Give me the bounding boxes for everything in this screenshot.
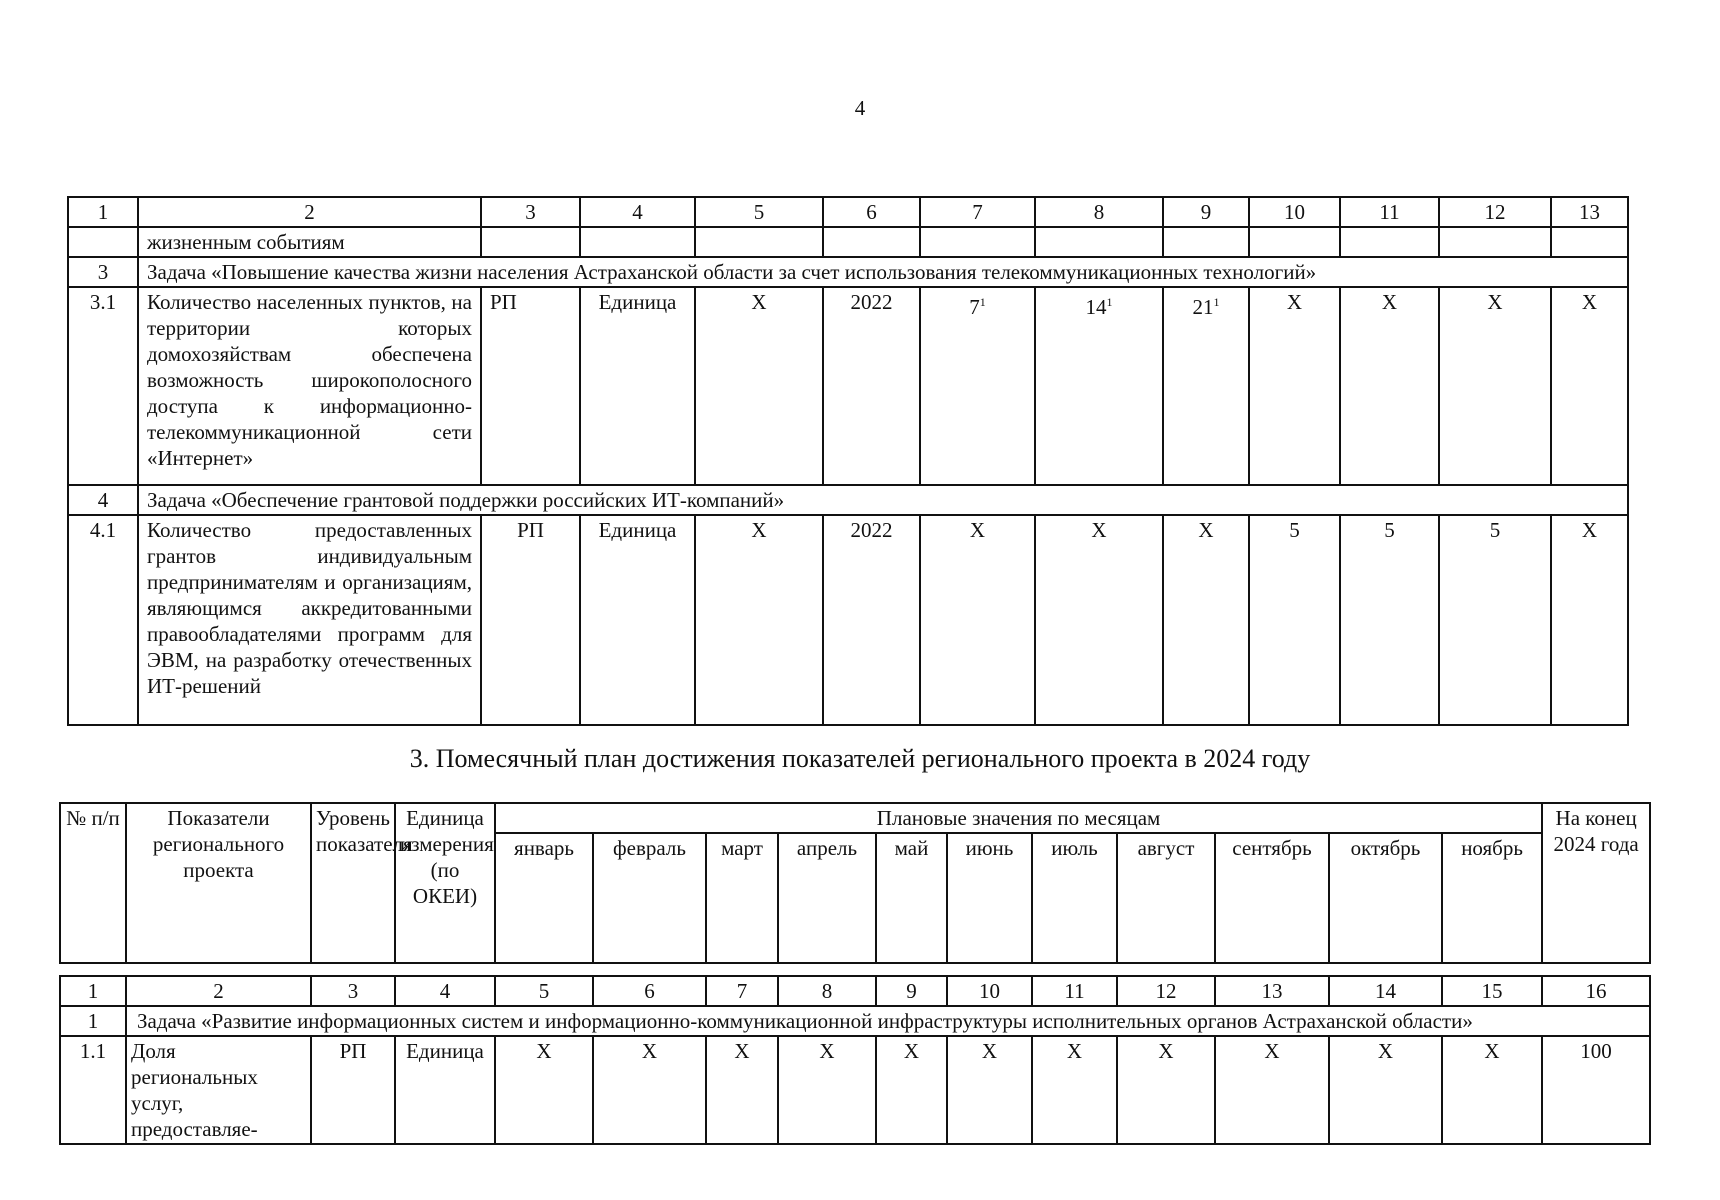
cell-value: Х (1340, 287, 1439, 485)
indicators-table-continued (67, 196, 1629, 726)
month-value: Х (1215, 1036, 1329, 1144)
col-number: 15 (1442, 976, 1542, 1006)
month-header: июль (1032, 833, 1117, 963)
col-number: 2 (138, 197, 481, 227)
indicator-name: Количество предоставленных грантов индивидуальным предпринимателям и организациям, являющимся аккредитованными правообладателями программ для ЭВМ, на разработку отечественных ИТ-решений (138, 515, 481, 725)
month-header: февраль (593, 833, 706, 963)
page-number: 4 (854, 96, 866, 120)
month-header: август (1117, 833, 1215, 963)
task-title: Задача «Развитие информационных систем и информационно-коммуникационной инфраструктуры исполнительных органов Астраханской области» (126, 1006, 1650, 1036)
month-value: Х (1117, 1036, 1215, 1144)
footnote-mark: 1 (979, 295, 986, 309)
month-header: март (706, 833, 778, 963)
col-number: 1 (60, 976, 126, 1006)
col-number: 14 (1329, 976, 1442, 1006)
cell-value: 2022 (823, 515, 920, 725)
month-value: Х (1032, 1036, 1117, 1144)
cell-value (1163, 287, 1249, 485)
col-number: 4 (580, 197, 695, 227)
cell-value: 5 (1340, 515, 1439, 725)
cell-value: 5 (1249, 515, 1340, 725)
continuation-text: жизненным событиям (138, 227, 481, 257)
col-number: 5 (695, 197, 823, 227)
cell-value (1035, 287, 1163, 485)
col-number: 2 (126, 976, 311, 1006)
task-row (68, 257, 1628, 287)
value: 21 (1192, 295, 1214, 319)
cell-value: Х (1439, 287, 1551, 485)
col-number: 16 (1542, 976, 1650, 1006)
indicator-row (68, 515, 1628, 725)
header-indicator: Показатели регионального проекта (126, 803, 311, 963)
month-value: Х (706, 1036, 778, 1144)
month-value: Х (1442, 1036, 1542, 1144)
continuation-row (68, 227, 1628, 257)
header-row (60, 803, 1650, 833)
section-title: 3. Помесячный план достижения показателей регионального проекта в 2024 году (409, 744, 1311, 773)
value: 7 (969, 295, 980, 319)
col-number: 6 (823, 197, 920, 227)
task-title: Задача «Повышение качества жизни населения Астраханской области за счет использования телекоммуникационных технологий» (138, 257, 1628, 287)
indicator-row (68, 287, 1628, 485)
month-header: ноябрь (1442, 833, 1542, 963)
cell-value: Х (920, 515, 1035, 725)
indicator-level: РП (311, 1036, 395, 1144)
column-number-row (68, 197, 1628, 227)
value: 14 (1085, 295, 1107, 319)
month-value: Х (495, 1036, 593, 1144)
monthly-plan-header-table (59, 802, 1651, 964)
col-number: 6 (593, 976, 706, 1006)
col-number: 12 (1439, 197, 1551, 227)
month-header: май (876, 833, 947, 963)
indicator-number: 3.1 (68, 287, 138, 485)
indicator-row (60, 1036, 1650, 1144)
cell-value: Х (1163, 515, 1249, 725)
cell-value: Х (695, 515, 823, 725)
cell-value: Х (1551, 287, 1628, 485)
month-header: апрель (778, 833, 876, 963)
indicator-name: Доля региональных услуг, предоставляе- (126, 1036, 311, 1144)
col-number: 9 (1163, 197, 1249, 227)
col-number: 7 (920, 197, 1035, 227)
col-number: 10 (947, 976, 1032, 1006)
indicator-name: Количество населенных пунктов, на территории которых домохозяйствам обеспечена возможность широкополосного доступа к информационно-телекоммуникационной сети «Интернет» (138, 287, 481, 485)
indicator-number: 1.1 (60, 1036, 126, 1144)
header-end-of-year: На конец 2024 года (1542, 803, 1650, 963)
col-number: 9 (876, 976, 947, 1006)
indicator-unit: Единица (395, 1036, 495, 1144)
task-number: 4 (68, 485, 138, 515)
task-number: 1 (60, 1006, 126, 1036)
col-number: 3 (481, 197, 580, 227)
col-number: 10 (1249, 197, 1340, 227)
header-plan: Плановые значения по месяцам (495, 803, 1542, 833)
month-header: июнь (947, 833, 1032, 963)
month-header: январь (495, 833, 593, 963)
indicator-unit: Единица (580, 515, 695, 725)
header-level: Уровень показателя (311, 803, 395, 963)
task-title: Задача «Обеспечение грантовой поддержки российских ИТ-компаний» (138, 485, 1628, 515)
task-number: 3 (68, 257, 138, 287)
header-unit: Единица измерения (по ОКЕИ) (395, 803, 495, 963)
col-number: 4 (395, 976, 495, 1006)
footnote-mark: 1 (1213, 295, 1220, 309)
indicator-level: РП (481, 515, 580, 725)
month-header: сентябрь (1215, 833, 1329, 963)
cell-value: 5 (1439, 515, 1551, 725)
col-number: 8 (778, 976, 876, 1006)
month-value: Х (593, 1036, 706, 1144)
cell-value: Х (1035, 515, 1163, 725)
end-of-year-value: 100 (1542, 1036, 1650, 1144)
col-number: 8 (1035, 197, 1163, 227)
month-value: Х (1329, 1036, 1442, 1144)
cell-value: Х (1249, 287, 1340, 485)
footnote-mark: 1 (1106, 295, 1113, 309)
col-number: 3 (311, 976, 395, 1006)
column-number-row (60, 976, 1650, 1006)
col-number: 12 (1117, 976, 1215, 1006)
col-number: 11 (1340, 197, 1439, 227)
col-number: 13 (1551, 197, 1628, 227)
col-number: 7 (706, 976, 778, 1006)
month-value: Х (778, 1036, 876, 1144)
header-number: № п/п (60, 803, 126, 963)
indicator-number: 4.1 (68, 515, 138, 725)
col-number: 13 (1215, 976, 1329, 1006)
task-row (60, 1006, 1650, 1036)
cell-value: 2022 (823, 287, 920, 485)
cell-value (920, 287, 1035, 485)
monthly-plan-table (59, 975, 1651, 1145)
cell-value: Х (1551, 515, 1628, 725)
task-row (68, 485, 1628, 515)
col-number: 5 (495, 976, 593, 1006)
month-value: Х (947, 1036, 1032, 1144)
col-number: 1 (68, 197, 138, 227)
cell-value: Х (695, 287, 823, 485)
indicator-unit: Единица (580, 287, 695, 485)
col-number: 11 (1032, 976, 1117, 1006)
month-header: октябрь (1329, 833, 1442, 963)
month-value: Х (876, 1036, 947, 1144)
indicator-level: РП (481, 287, 580, 485)
